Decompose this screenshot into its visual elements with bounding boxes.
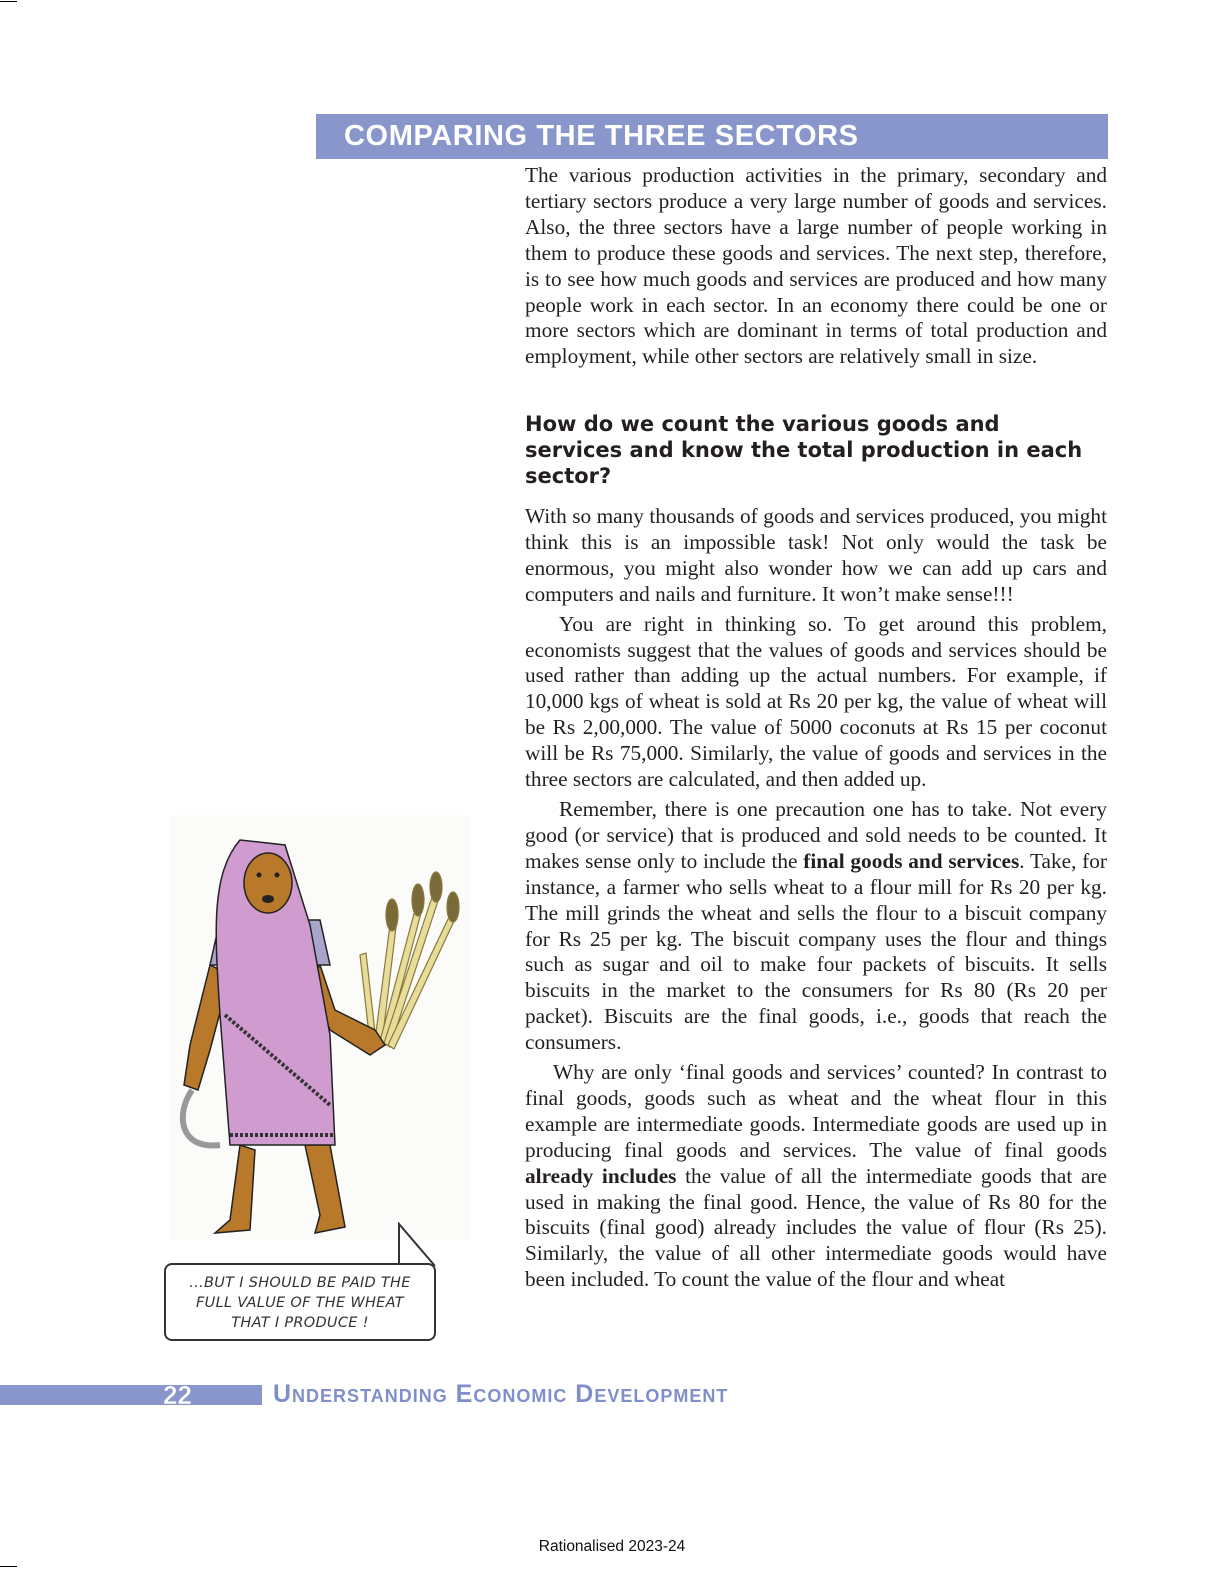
paragraph-4: Why are only ‘final goods and services’ counted? In contrast to final goods, goods such as wheat and the wheat flour in this example are intermediate goods. Intermediate goods are used up in producing final goods and services. The value of final goods already includes the value of all the intermediate goods that are used in making the final good. Hence, the value of Rs 80 for the biscuits (final good) already includes the value of flour (Rs 25). Similarly, the value of all other intermediate goods would have been included. To count the value of the flour and wheat xyxy=(525,1060,1107,1292)
intro-paragraph: The various production activities in the primary, secondary and tertiary sectors produce a very large number of goods and services. Also, the three sectors have a large number of people working in them to produce these goods and services. The next step, therefore, is to see how much goods and services are produced and how many people work in each sector. In an economy there could be one or more sectors which are dominant in terms of total production and employment, while other sectors are relatively small in size. xyxy=(525,163,1107,369)
farmer-woman-illustration xyxy=(170,815,470,1240)
intro-block xyxy=(525,163,1107,370)
speech-bubble xyxy=(164,1263,436,1341)
speech-bubble-tail xyxy=(395,1222,437,1267)
footer-bar xyxy=(0,1385,262,1405)
paragraph-2: You are right in thinking so. To get around this problem, economists suggest that the values of goods and services should be used rather than adding up the actual numbers. For example, if 10,000 kgs of wheat is sold at Rs 20 per kg, the value of wheat will be Rs 2,00,000. The value of 5000 coconuts at Rs 15 per coconut will be Rs 75,000. Similarly, the value of goods and services in the three sectors are calculated, and then added up. xyxy=(525,611,1107,792)
bold-term-final-goods: final goods and services xyxy=(803,848,1020,873)
subheading: How do we count the various goods and services and know the total production in each sector? xyxy=(525,412,1083,488)
running-title: Understanding Economic Development xyxy=(273,1380,729,1408)
section-header-band xyxy=(316,114,1108,159)
speech-bubble-text: ...BUT I SHOULD BE PAID THE FULL VALUE OF THE WHEAT THAT I PRODUCE ! xyxy=(189,1275,411,1331)
body-block xyxy=(525,504,1107,1293)
crop-mark-top xyxy=(0,1,17,2)
page-number: 22 xyxy=(163,1380,192,1410)
bold-term-already-includes: already includes xyxy=(525,1163,677,1188)
face xyxy=(244,853,292,913)
rationalised-stamp: Rationalised 2023-24 xyxy=(538,1538,686,1555)
section-title: COMPARING THE THREE SECTORS xyxy=(344,120,859,152)
paragraph-1: With so many thousands of goods and services produced, you might think this is an impossible task! Not only would the task be enormous, you might also wonder how we can add up cars and computers and nails and furniture. It won’t make sense!!! xyxy=(525,504,1107,606)
crop-mark-bottom xyxy=(0,1566,17,1567)
paragraph-3: Remember, there is one precaution one has to take. Not every good (or service) that is produced and sold needs to be counted. It makes sense only to include the final goods and services. Take, for instance, a farmer who sells wheat to a flour mill for Rs 20 per kg. The mill grinds the wheat and sells the flour to a biscuit company for Rs 25 per kg. The biscuit company uses the flour and things such as sugar and oil to make four packets of biscuits. It sells biscuits in the market to the consumers for Rs 80 (Rs 20 per packet). Biscuits are the final goods, i.e., goods that reach the consumers. xyxy=(525,796,1107,1055)
